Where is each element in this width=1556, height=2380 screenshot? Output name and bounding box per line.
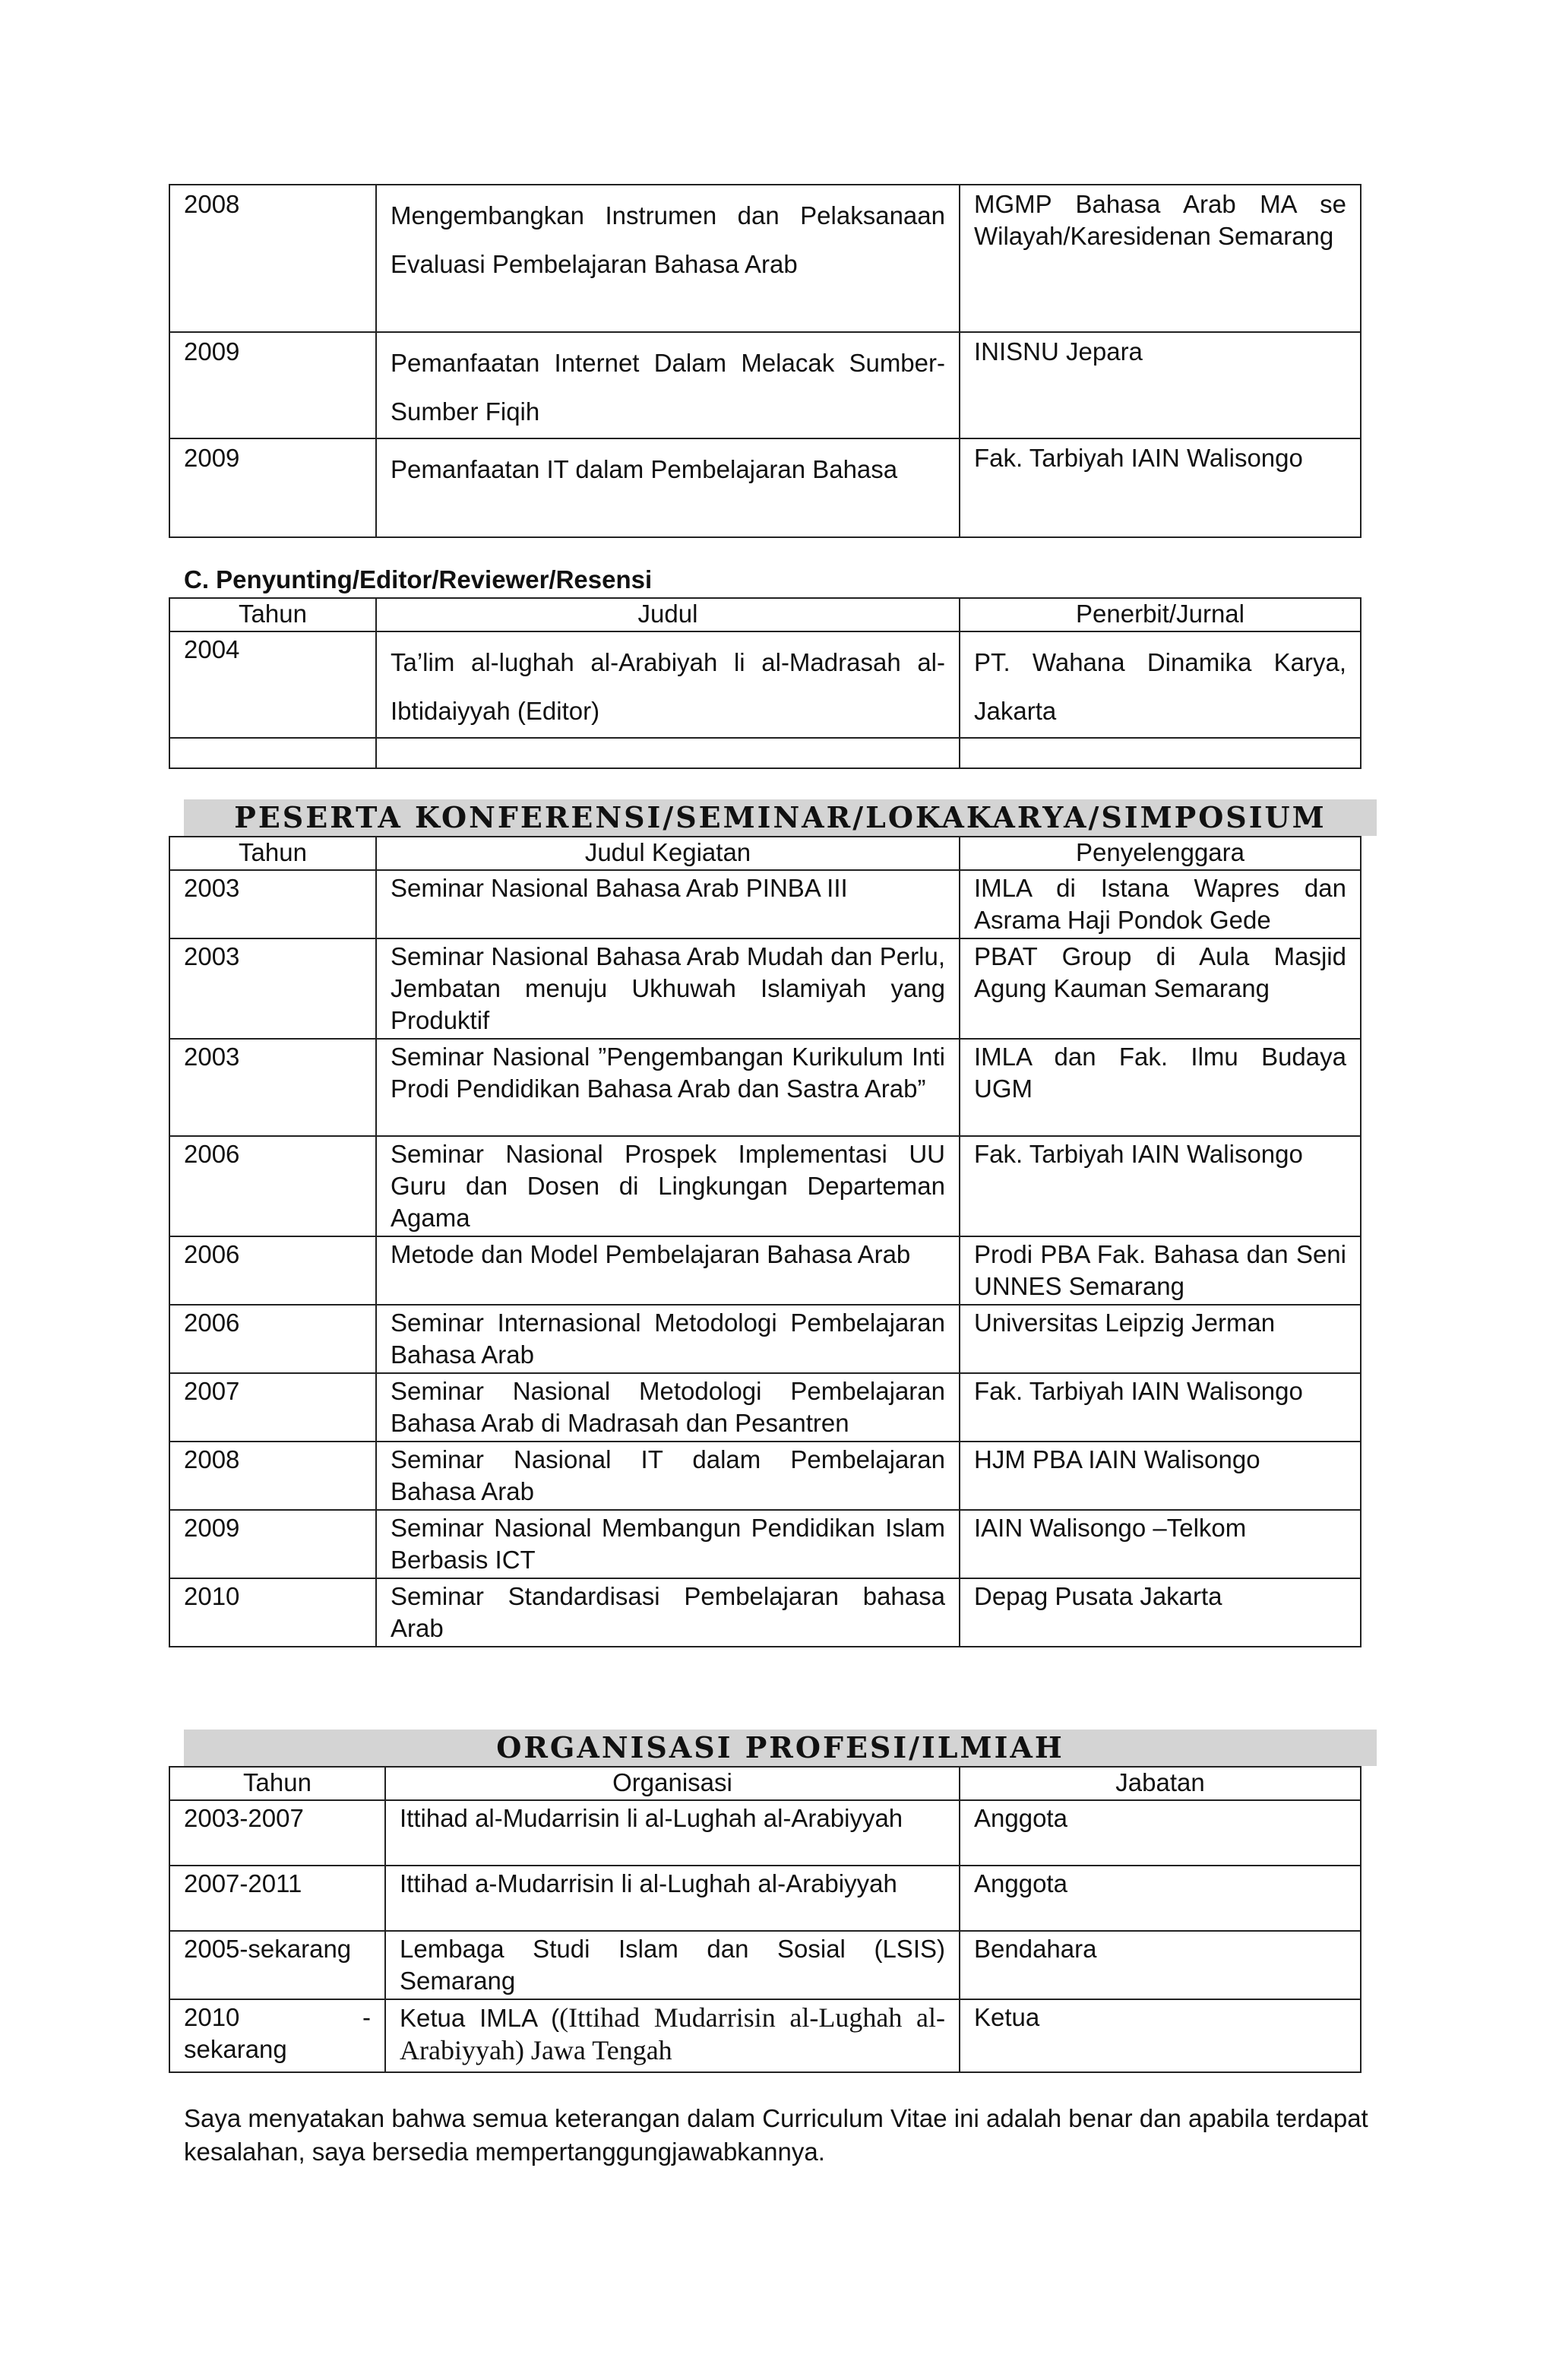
title-cell: Pemanfaatan Internet Dalam Melacak Sumber-Sumber Fiqih	[376, 332, 960, 438]
year-cell: 2006	[169, 1136, 376, 1236]
conference-table	[169, 836, 1362, 1647]
header-tahun: Tahun	[169, 1767, 385, 1800]
title-cell: Seminar Nasional Bahasa Arab PINBA III	[376, 870, 960, 938]
table-row	[169, 1236, 1361, 1305]
year-cell: 2010	[169, 1578, 376, 1647]
title-cell: Ta’lim al-lughah al-Arabiyah li al-Madrasah al-Ibtidaiyyah (Editor)	[376, 631, 960, 738]
table-row	[169, 870, 1361, 938]
organizer-cell: IMLA dan Fak. Ilmu Budaya UGM	[960, 1039, 1361, 1136]
year-cell: 2003	[169, 938, 376, 1039]
organisasi-table	[169, 1766, 1362, 2073]
year-cell	[169, 1999, 385, 2072]
org-cell	[385, 1999, 960, 2072]
table-row	[169, 1578, 1361, 1647]
closing-statement: Saya menyatakan bahwa semua keterangan dalam Curriculum Vitae ini adalah benar dan apabila terdapat kesalahan, saya bersedia mempertanggungjawabkannya.	[184, 2104, 1368, 2166]
table-header-row	[169, 837, 1361, 870]
year-cell: 2009	[169, 438, 376, 537]
year-cell: 2007	[169, 1373, 376, 1442]
org-prefix: Ketua IMLA (	[400, 2004, 560, 2032]
org-cell: Ittihad a-Mudarrisin li al-Lughah al-Arabiyyah	[385, 1866, 960, 1931]
table-header-row	[169, 1767, 1361, 1800]
organizer-cell: Universitas Leipzig Jerman	[960, 1305, 1361, 1373]
table-header-row	[169, 598, 1361, 631]
year-cell: 2003	[169, 870, 376, 938]
venue-cell: MGMP Bahasa Arab MA se Wilayah/Karesidenan Semarang	[960, 185, 1361, 332]
title-cell: Seminar Nasional IT dalam Pembelajaran Bahasa Arab	[376, 1442, 960, 1510]
year-cell: 2004	[169, 631, 376, 738]
year-cell: 2005-sekarang	[169, 1931, 385, 1999]
title-cell: Seminar Nasional Bahasa Arab Mudah dan Perlu, Jembatan menuju Ukhuwah Islamiyah yang Produktif	[376, 938, 960, 1039]
conference-heading: PESERTA KONFERENSI/SEMINAR/LOKAKARYA/SIMPOSIUM	[184, 799, 1377, 836]
org-cell: Ittihad al-Mudarrisin li al-Lughah al-Arabiyyah	[385, 1800, 960, 1866]
year-cell: 2006	[169, 1236, 376, 1305]
header-tahun: Tahun	[169, 837, 376, 870]
year-cell: 2008	[169, 1442, 376, 1510]
table-row	[169, 1305, 1361, 1373]
table-row	[169, 1442, 1361, 1510]
role-cell: Bendahara	[960, 1931, 1361, 1999]
presentation-table	[169, 184, 1362, 538]
header-jabatan: Jabatan	[960, 1767, 1361, 1800]
year-end: sekarang	[184, 2035, 287, 2063]
table-row	[169, 438, 1361, 537]
role-cell: Ketua	[960, 1999, 1361, 2072]
organizer-cell: IMLA di Istana Wapres dan Asrama Haji Pondok Gede	[960, 870, 1361, 938]
title-cell: Seminar Nasional Metodologi Pembelajaran Bahasa Arab di Madrasah dan Pesantren	[376, 1373, 960, 1442]
title-cell: Metode dan Model Pembelajaran Bahasa Arab	[376, 1236, 960, 1305]
year-dash: -	[362, 2003, 371, 2031]
org-serif: (Ittihad Mudarrisin al-Lughah al-Arabiyyah) Jawa Tengah	[400, 2002, 945, 2065]
year-cell: 2009	[169, 1510, 376, 1578]
table-row	[169, 185, 1361, 332]
role-cell: Anggota	[960, 1866, 1361, 1931]
title-cell: Seminar Nasional ”Pengembangan Kurikulum Inti Prodi Pendidikan Bahasa Arab dan Sastra Arab”	[376, 1039, 960, 1136]
header-organisasi: Organisasi	[385, 1767, 960, 1800]
organizer-cell: Depag Pusata Jakarta	[960, 1578, 1361, 1647]
year-cell: 2006	[169, 1305, 376, 1373]
org-cell: Lembaga Studi Islam dan Sosial (LSIS) Semarang	[385, 1931, 960, 1999]
organizer-cell: Fak. Tarbiyah IAIN Walisongo	[960, 1373, 1361, 1442]
table-row	[169, 1999, 1361, 2072]
section-c-label: C. Penyunting/Editor/Reviewer/Resensi	[184, 565, 653, 593]
year-start: 2010	[184, 2003, 240, 2031]
year-cell: 2003	[169, 1039, 376, 1136]
table-row	[169, 1800, 1361, 1866]
year-cell: 2007-2011	[169, 1866, 385, 1931]
table-row	[169, 1866, 1361, 1931]
table-row	[169, 631, 1361, 738]
organisasi-heading: ORGANISASI PROFESI/ILMIAH	[184, 1730, 1377, 1766]
table-row	[169, 1510, 1361, 1578]
table-row	[169, 1931, 1361, 1999]
year-cell: 2003-2007	[169, 1800, 385, 1866]
title-cell: Pemanfaatan IT dalam Pembelajaran Bahasa	[376, 438, 960, 537]
year-cell: 2008	[169, 185, 376, 332]
table-row	[169, 1136, 1361, 1236]
editor-table	[169, 597, 1362, 769]
title-cell: Seminar Nasional Prospek Implementasi UU Guru dan Dosen di Lingkungan Departeman Agama	[376, 1136, 960, 1236]
empty-row	[169, 738, 1361, 768]
header-penyelenggara: Penyelenggara	[960, 837, 1361, 870]
table-row	[169, 1039, 1361, 1136]
venue-cell: Fak. Tarbiyah IAIN Walisongo	[960, 438, 1361, 537]
year-cell: 2009	[169, 332, 376, 438]
table-row	[169, 938, 1361, 1039]
organizer-cell: IAIN Walisongo –Telkom	[960, 1510, 1361, 1578]
table-row	[169, 1373, 1361, 1442]
organizer-cell: HJM PBA IAIN Walisongo	[960, 1442, 1361, 1510]
table-row	[169, 332, 1361, 438]
header-tahun: Tahun	[169, 598, 376, 631]
header-judul-kegiatan: Judul Kegiatan	[376, 837, 960, 870]
role-cell: Anggota	[960, 1800, 1361, 1866]
organizer-cell: Prodi PBA Fak. Bahasa dan Seni UNNES Semarang	[960, 1236, 1361, 1305]
organizer-cell: Fak. Tarbiyah IAIN Walisongo	[960, 1136, 1361, 1236]
title-cell: Seminar Standardisasi Pembelajaran bahasa Arab	[376, 1578, 960, 1647]
title-cell: Seminar Internasional Metodologi Pembelajaran Bahasa Arab	[376, 1305, 960, 1373]
header-judul: Judul	[376, 598, 960, 631]
title-cell: Mengembangkan Instrumen dan Pelaksanaan Evaluasi Pembelajaran Bahasa Arab	[376, 185, 960, 332]
publisher-cell: PT. Wahana Dinamika Karya, Jakarta	[960, 631, 1361, 738]
organizer-cell: PBAT Group di Aula Masjid Agung Kauman Semarang	[960, 938, 1361, 1039]
title-cell: Seminar Nasional Membangun Pendidikan Islam Berbasis ICT	[376, 1510, 960, 1578]
venue-cell: INISNU Jepara	[960, 332, 1361, 438]
header-penerbit: Penerbit/Jurnal	[960, 598, 1361, 631]
